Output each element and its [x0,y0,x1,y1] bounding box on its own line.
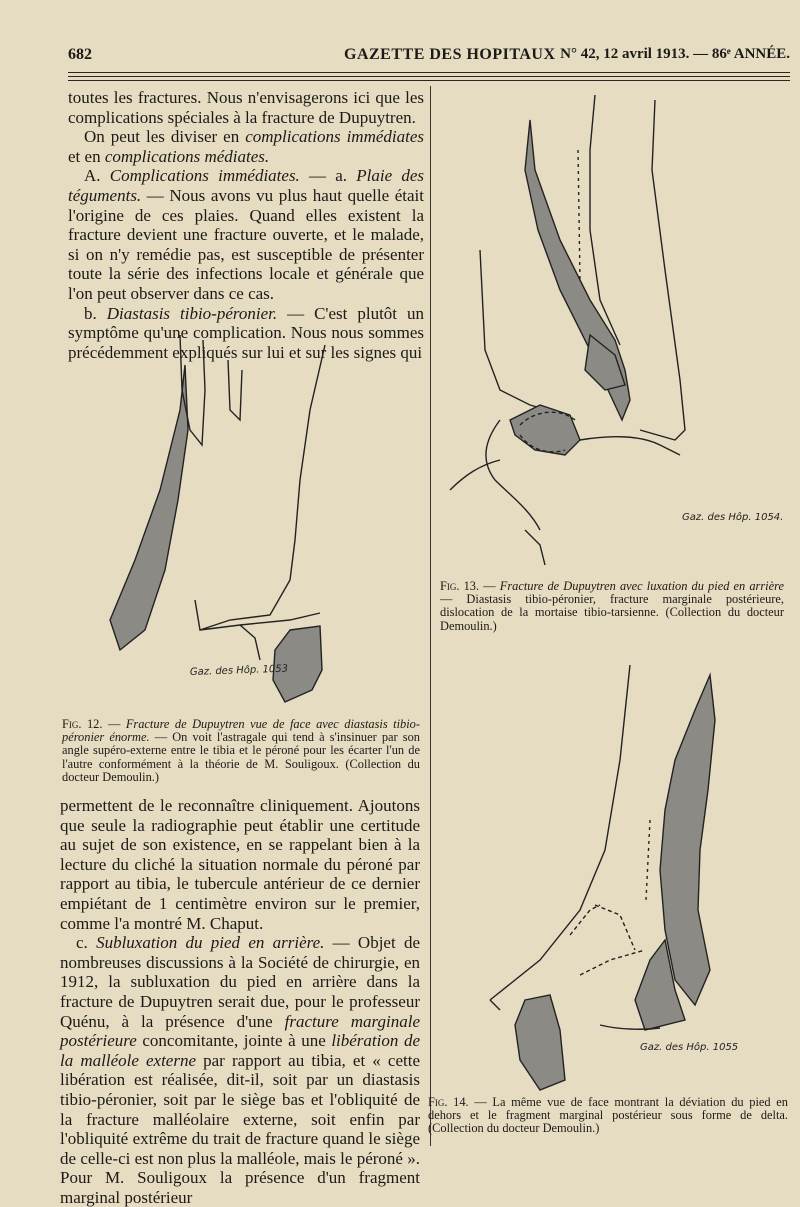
figure-13-signature: Gaz. des Hôp. 1054. [682,512,784,523]
header-rule-triple [68,80,790,81]
header-rule-double [68,76,790,77]
column-1-bottom-text [60,796,420,1207]
figure-title: Fracture de Dupuytren avec luxation du pied en arrière [499,579,784,593]
figure-12-illustration [90,330,420,710]
paragraph: A. Complications immédiates. — a. Plaie des téguments. — Nous avons vu plus haut quelle était l'origine de ces plaies. Quand elles existent la fracture devient une fracture ouverte, et le malade, si on n'y remédie pas, est susceptible de présenter toute la série des infections locale et générale que l'on peut observer dans ce cas. [68,166,424,303]
figure-13-caption: Fig. 13. — Fracture de Dupuytren avec luxation du pied en arrière — Diastasis tibio-péronier, fracture marginale postérieure, dislocation de la mortaise tibio-tarsienne. (Collection du docteur Demoulin.) [440,579,784,633]
paragraph: On peut les diviser en complications immédiates et en complications médiates. [68,127,424,166]
paragraph: permettent de le reconnaître cliniquement. Ajoutons que seule la radiographie peut établir une certitude au sujet de son existence, en se rappelant bien à la lecture du cliché la situation normale du péroné par rapport au tibia, le tubercule antérieur de ce dernier empiétant de 1 centimètre environ sur le premier, comme l'a montré M. Chaput. [60,796,420,933]
figure-caption-text: — On voit l'astragale qui tend à s'insinuer par son angle supéro-externe entre le tibia et le péroné pour les écarter l'un de l'autre conformément à la théorie de M. Souligoux. (Collection du docteur Demoulin.) [62,730,420,784]
figure-12-caption: Fig. 12. — Fracture de Dupuytren vue de face avec diastasis tibio-péronier énorme. — On voit l'astragale qui tend à s'insinuer par son angle supéro-externe entre le tibia et le péroné pour les écarter l'un de l'autre conformément à la théorie de M. Souligoux. (Collection du docteur Demoulin.) [62,717,420,784]
figure-caption-text: — Diastasis tibio-péronier, fracture marginale postérieure, dislocation de la mortaise tibio-tarsienne. (Collection du docteur Demoulin.) [440,592,784,633]
figure-title: Fracture de Dupuytren vue de face avec diastasis tibio-péronier énorme. [62,717,420,745]
figure-13-illustration [440,90,785,570]
page-header [68,40,790,70]
journal-title: GAZETTE DES HOPITAUX [344,46,556,63]
figure-12-signature: Gaz. des Hôp. 1053 [189,663,289,678]
figure-14-signature: Gaz. des Hôp. 1055 [640,1042,739,1053]
page-number: 682 [68,46,92,63]
issue-info: N° 42, 12 avril 1913. — 86ᵉ ANNÉE. [560,46,790,62]
figure-label: Fig. 13. [440,579,480,593]
paragraph: toutes les fractures. Nous n'envisagerons ici que les complications spéciales à la fracture de Dupuytren. [68,88,424,127]
column-divider [430,86,431,1146]
figure-caption-text: — La même vue de face montrant la déviation du pied en dehors et le fragment marginal postérieur sous forme de delta. (Collection du docteur Demoulin.) [428,1095,788,1136]
figure-14-illustration [470,650,780,1095]
paragraph: b. Diastasis tibio-péronier. — C'est plutôt un symptôme qu'une complication. Nous nous sommes précédemment expliqués sur lui et sur les signes qui [68,303,424,362]
figure-label: Fig. 12. [62,717,103,731]
figure-label: Fig. 14. [428,1095,469,1109]
figure-14-caption [428,1096,788,1136]
column-1-top-text [68,88,424,362]
paragraph: c. Subluxation du pied en arrière. — Objet de nombreuses discussions à la Société de chirurgie, en 1912, la subluxation du pied en arrière dans la fracture de Dupuytren serait due, pour le professeur Quénu, à la présence d'une fracture marginale postérieure concomitante, jointe à une libération de la malléole externe par rapport au tibia, et « cette libération est réalisée, dit-il, soit par un diastasis tibio-péronier, soit par le siège bas et l'obliquité de la fracture malléolaire externe, soit enfin par l'obliquité extrême du trait de fracture quand le siège de celle-ci est non plus la malléole, mais le péroné ». Pour M. Souligoux la présence d'un fragment marginal postérieur [60,933,420,1207]
header-rule [68,72,790,73]
